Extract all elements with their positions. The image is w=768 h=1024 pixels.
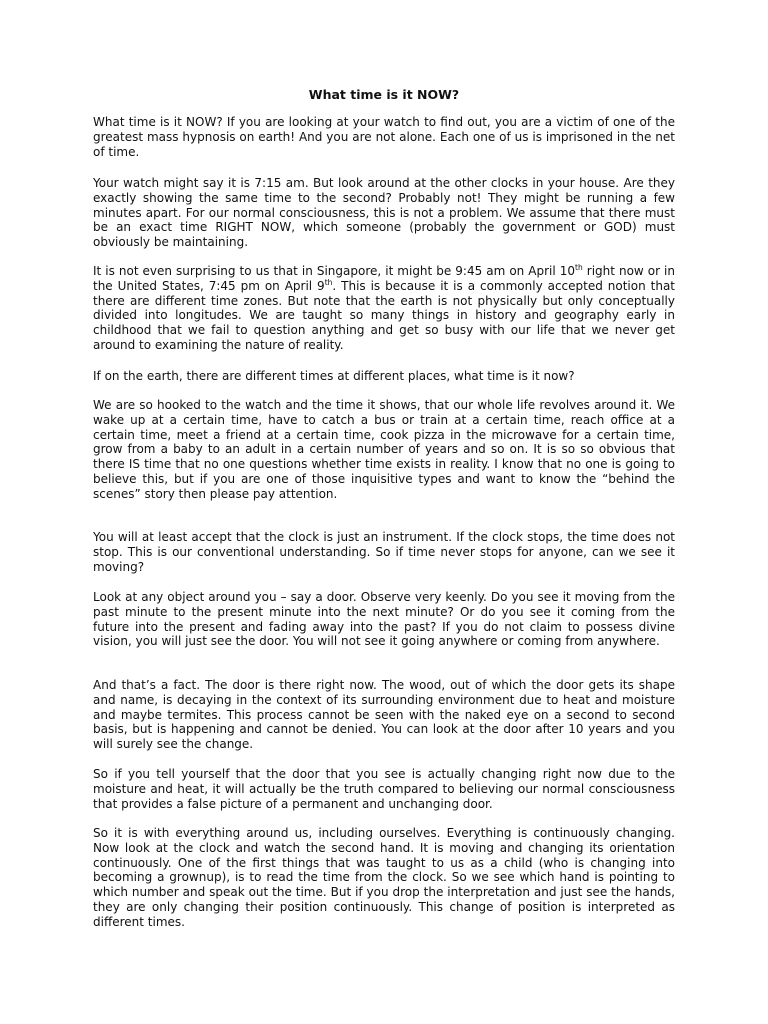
paragraph-9: So if you tell yourself that the door that you see is actually changing right now due to the moisture and heat, it will actually be the truth compared to believing our normal consciousness that provides a false picture of a permanent and unchanging door. [93,767,675,811]
paragraph-4: If on the earth, there are different times at different places, what time is it now? [93,369,575,383]
paragraph-1: What time is it NOW? If you are looking at your watch to find out, you are a victim of one of the greatest mass hypnosis on earth! And you are not alone. Each one of us is imprisoned in the net of time. [93,115,675,159]
paragraph-5: We are so hooked to the watch and the time it shows, that our whole life revolves around it. We wake up at a certain time, have to catch a bus or train at a certain time, reach office at a certain time, meet a friend at a certain time, cook pizza in the microwave for a certain time, grow from a baby to an adult in a certain number of years and so on. It is so so obvious that there IS time that no one questions whether time exists in reality. I know that no one is going to believe this, but if you are one of those inquisitive types and want to know the “behind the scenes” story then please pay attention. [93,398,675,501]
paragraph-3-text-1: It is not even surprising to us that in Singapore, it might be 9:45 am on April 10 [93,264,576,278]
ordinal-suffix: th [324,277,333,287]
paragraph-10: So it is with everything around us, including ourselves. Everything is continuously changing. Now look at the clock and watch the second hand. It is moving and changing its orientation continuously. One of the first things that was taught to us as a child (who is changing into becoming a grownup), is to read the time from the clock. So we see which hand is pointing to which number and speak out the time. But if you drop the interpretation and just see the hands, they are only changing their position continuously. This change of position is interpreted as different times. [93,826,675,929]
paragraph-6: You will at least accept that the clock is just an instrument. If the clock stops, the time does not stop. This is our conventional understanding. So if time never stops for anyone, can we see it moving? [93,530,675,574]
paragraph-3 [93,264,675,353]
paragraph-3-text-2: right now or in the United States, 7:45 pm on April 9 [93,264,675,293]
page-title: What time is it NOW? [308,87,460,102]
paragraph-2: Your watch might say it is 7:15 am. But look around at the other clocks in your house. Are they exactly showing the same time to the second? Probably not! They might be running a few minutes apart. For our normal consciousness, this is not a problem. We assume that there must be an exact time RIGHT NOW, which someone (probably the government or GOD) must obviously be maintaining. [93,176,675,250]
paragraph-8: And that’s a fact. The door is there right now. The wood, out of which the door gets its shape and name, is decaying in the context of its surrounding environment due to heat and moisture and maybe termites. This process cannot be seen with the naked eye on a second to second basis, but is happening and cannot be denied. You can look at the door after 10 years and you will surely see the change. [93,678,675,752]
paragraph-7: Look at any object around you – say a door. Observe very keenly. Do you see it moving from the past minute to the present minute into the next minute? Or do you see it coming from the future into the present and fading away into the past? If you do not claim to possess divine vision, you will just see the door. You will not see it going anywhere or coming from anywhere. [93,590,675,649]
ordinal-suffix: th [575,263,583,272]
paragraph-3-text-3: . This is because it is a commonly accepted notion that there are different time zones. But note that the earth is not physically but only conceptually divided into longitudes. We are taught so many things in history and geography early in childhood that we fail to question anything and get so busy with our life that we never get around to examining the nature of reality. [93,278,676,352]
